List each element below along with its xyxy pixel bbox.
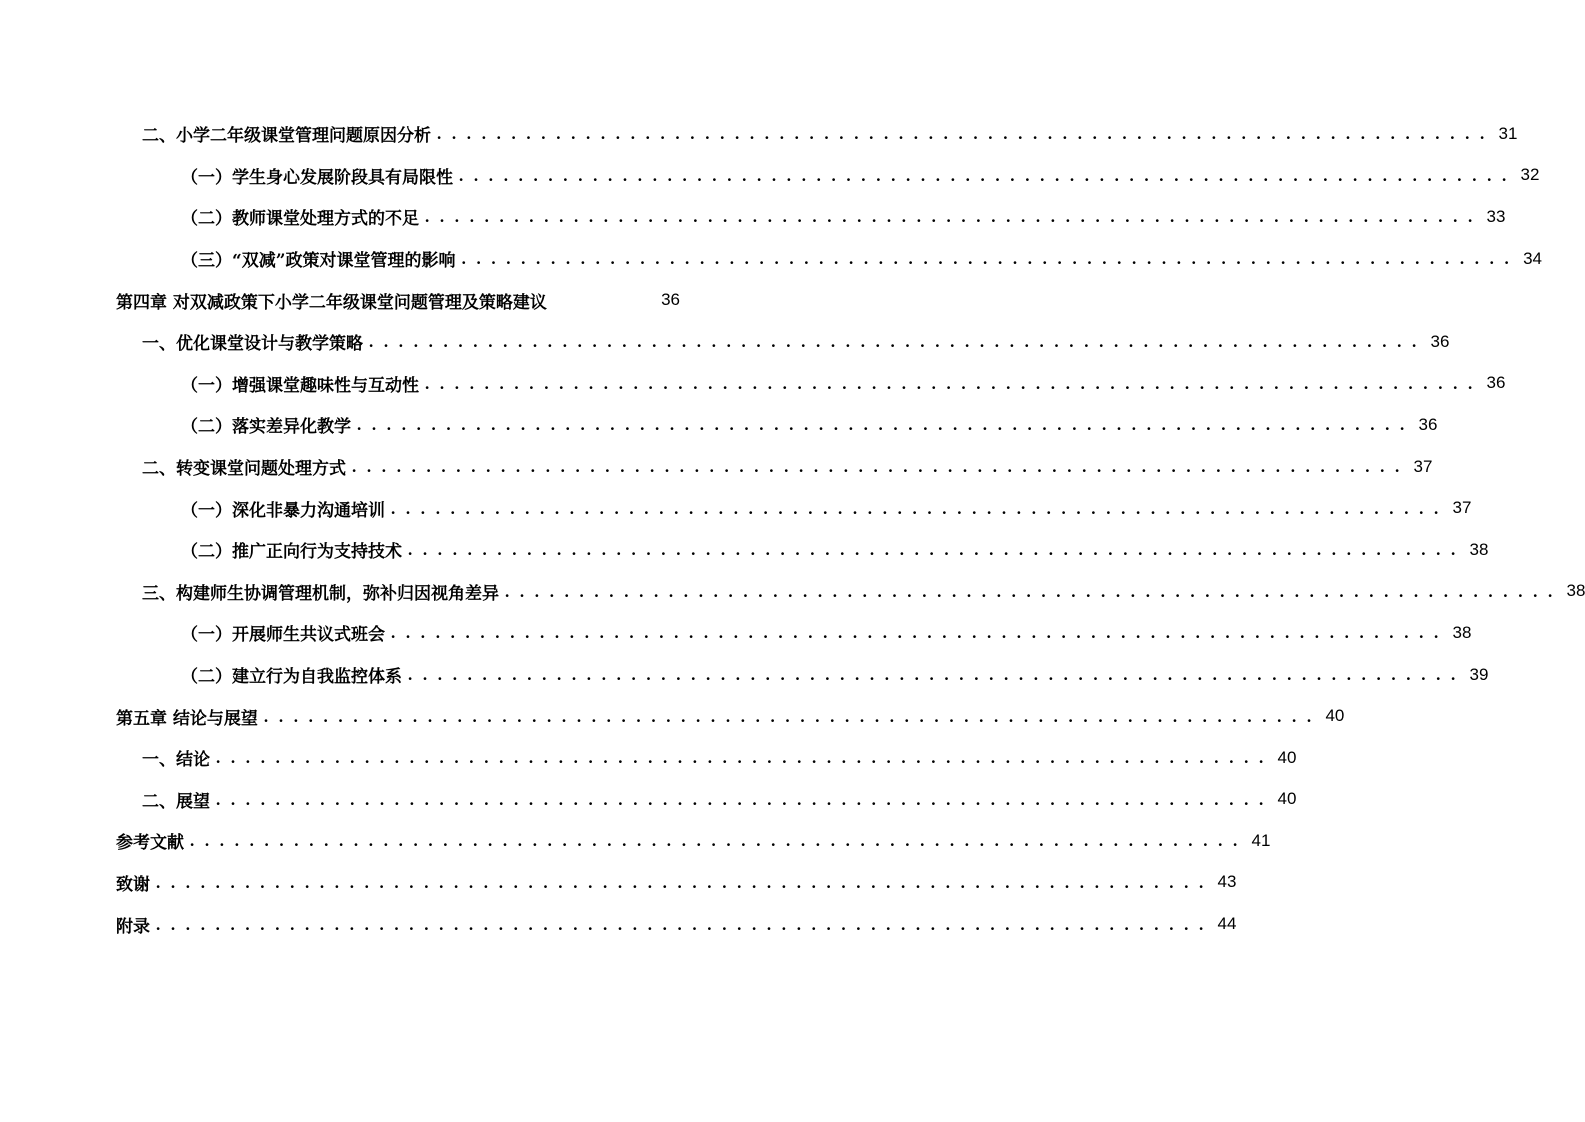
toc-entry-page: 34 xyxy=(1523,248,1543,268)
toc-entry-page: 38 xyxy=(1452,622,1472,642)
dot-leader: . . . . . . . . . . . . . . . . . . . . . . . . . . . . . . . . . . . . . . . . . . . . . . . . . . . . . . . . . . . . . . . . . . . . . . . xyxy=(216,748,1267,768)
dot-leader: . . . . . . . . . . . . . . . . . . . . . . . . . . . . . . . . . . . . . . . . . . . . . . . . . . . . . . . . . . . . . . . . . . . . . . . xyxy=(156,872,1207,892)
toc-entry-title: 三、构建师生协调管理机制，弥补归因视角差异 xyxy=(142,583,499,604)
dot-leader: . . . . . . . . . . . . . . . . . . . . . . . . . . . . . . . . . . . . . . . . . . . . . . . . . . . . . . . . . . . . . . . . . . . . . . . xyxy=(352,457,1403,477)
toc-entry[interactable] xyxy=(0,612,1472,654)
dot-leader: . . . . . . . . . . . . . . . . . . . . . . . . . . . . . . . . . . . . . . . . . . . . . . . . . . . . . . . . . . . . . . . . . . . . . . . xyxy=(369,332,1420,352)
toc-entry[interactable] xyxy=(0,903,1237,945)
toc-entry-page: 37 xyxy=(1452,498,1472,518)
toc-entry[interactable] xyxy=(0,113,1518,155)
toc-entry[interactable] xyxy=(0,238,1543,280)
toc-entry-title: （一）开展师生共议式班会 xyxy=(181,625,385,646)
toc-entry[interactable] xyxy=(0,404,1438,446)
toc-entry[interactable] xyxy=(0,363,1506,405)
dot-leader: . . . . . . . . . . . . . . . . . . . . . . . . . . . . . . . . . . . . . . . . . . . . . . . . . . . . . . . . . . . . . . . . . . . . . . . xyxy=(425,373,1476,393)
toc-entry[interactable] xyxy=(0,820,1271,862)
toc-entry-page: 38 xyxy=(1469,539,1489,559)
dot-leader: . . . . . . . . . . . . . . . . . . . . . . . . . . . . . . . . . . . . . . . . . . . . . . . . . . . . . . . . . . . . . . . . . . . . . . . xyxy=(505,581,1556,601)
toc-entry-page: 39 xyxy=(1469,664,1489,684)
toc-entry-page: 40 xyxy=(1277,747,1297,767)
toc-entry[interactable] xyxy=(0,654,1489,696)
dot-leader: . . . . . . . . . . . . . . . . . . . . . . . . . . . . . . . . . . . . . . . . . . . . . . . . . . . . . . . . . . . . . . . . . . . . . . . xyxy=(190,831,1241,851)
toc-entry-page: 40 xyxy=(1325,706,1345,726)
toc-entry-title: （一）深化非暴力沟通培训 xyxy=(181,500,385,521)
toc-entry[interactable] xyxy=(0,737,1297,779)
toc-entry[interactable] xyxy=(0,695,1345,737)
dot-leader: . . . . . . . . . . . . . . . . . . . . . . . . . . . . . . . . . . . . . . . . . . . . . . . . . . . . . . . . . . . . . . . . . . . . . . . xyxy=(408,540,1459,560)
dot-leader: . . . . . . . . . . . . . . . . . . . . . . . . . . . . . . . . . . . . . . . . . . . . . . . . . . . . . . . . . . . . . . . . . . . . . . . xyxy=(156,914,1207,934)
toc-entry-page: 33 xyxy=(1486,206,1506,226)
dot-leader: . . . . . . . . . . . . . . . . . . . . . . . . . . . . . . . . . . . . . . . . . . . . . . . . . . . . . . . . . . . . . . . . . . . . . . . xyxy=(391,498,1442,518)
toc-entry-title: （二）建立行为自我监控体系 xyxy=(181,667,402,688)
toc-entry[interactable] xyxy=(0,279,793,321)
toc-entry[interactable] xyxy=(0,321,1450,363)
toc-entry[interactable] xyxy=(0,446,1433,488)
toc-entry-title: （一）增强课堂趣味性与互动性 xyxy=(181,375,419,396)
toc-entry-title: 一、优化课堂设计与教学策略 xyxy=(142,334,363,355)
dot-leader: . . . . . . . . . . . . . . . . . . . . . . . . . . . . . . . . . . . . . . . . . . . . . . . . . . . . . . . . . . . . . . . . . . . . . . . xyxy=(461,249,1513,269)
toc-entry-title: （二）落实差异化教学 xyxy=(181,417,351,438)
dot-leader: . . . . . . . . . . . . . . . . . . . . . . . . . . . . . . . . . . . . . . . . . . . . . . . . . . . . . . . . . . . . . . . . . . . . . . . xyxy=(357,415,1408,435)
toc-entry-page: 36 xyxy=(1430,331,1450,351)
toc-entry-title: 第五章 结论与展望 xyxy=(116,708,258,729)
toc-entry-title: 第四章 对双减政策下小学二年级课堂问题管理及策略建议 xyxy=(116,292,547,313)
toc-entry-title: 致谢 xyxy=(116,874,150,895)
toc-entry-page: 31 xyxy=(1498,123,1518,143)
toc-entry[interactable] xyxy=(0,487,1472,529)
dot-leader: . . . . . . . . . . . . . . . . . . . . . . . . . . . . . . . . . . . . . . . . . . . . . . . . . . . . . . . . . . . . . . . . . . . . . . . xyxy=(408,665,1459,685)
toc-entry[interactable] xyxy=(0,571,1585,613)
table-of-contents xyxy=(0,113,1585,945)
dot-leader: . . . . . . . . . . . . . . . . . . . . . . . . . . . . . . . . . . . . . . . . . . . . . . . . . . . . . . . . . . . . . . . . . . . . . . . xyxy=(391,623,1442,643)
toc-entry-page: 38 xyxy=(1566,581,1585,601)
toc-entry-page: 36 xyxy=(1486,373,1506,393)
toc-entry-title: 二、展望 xyxy=(142,791,210,812)
dot-leader: . . . . . . . . . . . . . . . . . . . . . . . . . . . . . . . . . . . . . . . . . . . . . . . . . . . . . . . . . . . . . . . . . . . . . . . xyxy=(263,706,1315,726)
toc-entry[interactable] xyxy=(0,529,1489,571)
toc-entry-page: 37 xyxy=(1413,456,1433,476)
toc-entry-title: 一、结论 xyxy=(142,750,210,771)
toc-entry[interactable] xyxy=(0,196,1506,238)
toc-entry-page: 32 xyxy=(1520,165,1540,185)
toc-entry-title: 附录 xyxy=(116,916,150,937)
dot-leader: . . . . . . . . . . . . . . . . . . . . . . . . . . . . . . . . . . . . . . . . . . . . . . . . . . . . . . . . . . . . . . . . . . . . . . . xyxy=(216,789,1267,809)
toc-entry-title: （二）教师课堂处理方式的不足 xyxy=(181,209,419,230)
toc-entry-page: 36 xyxy=(661,290,680,310)
dot-leader: . . . . . . . . . . . . . . . . . . . . . . . . . . . . . . . . . . . . . . . . . . . . . . . . . . . . . . . . . . . . . . . . . . . . . . . xyxy=(437,124,1488,144)
toc-entry[interactable] xyxy=(0,155,1540,197)
toc-entry[interactable] xyxy=(0,779,1297,821)
toc-entry-page: 44 xyxy=(1217,914,1237,934)
toc-entry-title: （三）“双减”政策对课堂管理的影响 xyxy=(181,251,456,272)
dot-leader: . . . . . . . . . . . . . . . . . . . . . . . . . . . . . . . . . . . . . . . . . . . . . . . . . . . . . . . . . . . . . . . . . . . . . . . xyxy=(459,165,1510,185)
dot-leader: . . . . . . . . . . . . . . . . . . . . . . . . . . . . . . . . . . . . . . . . . . . . . . . . . . . . . . . . . . . . . . . . . . . . . . . xyxy=(425,207,1476,227)
toc-entry-title: 参考文献 xyxy=(116,833,184,854)
toc-entry-page: 43 xyxy=(1217,872,1237,892)
toc-entry-title: （一）学生身心发展阶段具有局限性 xyxy=(181,167,453,188)
toc-entry[interactable] xyxy=(0,862,1237,904)
toc-entry-title: （二）推广正向行为支持技术 xyxy=(181,542,402,563)
toc-entry-title: 二、转变课堂问题处理方式 xyxy=(142,459,346,480)
toc-entry-page: 40 xyxy=(1277,789,1297,809)
toc-entry-page: 41 xyxy=(1251,830,1271,850)
toc-entry-page: 36 xyxy=(1418,414,1438,434)
toc-entry-title: 二、小学二年级课堂管理问题原因分析 xyxy=(142,126,431,147)
